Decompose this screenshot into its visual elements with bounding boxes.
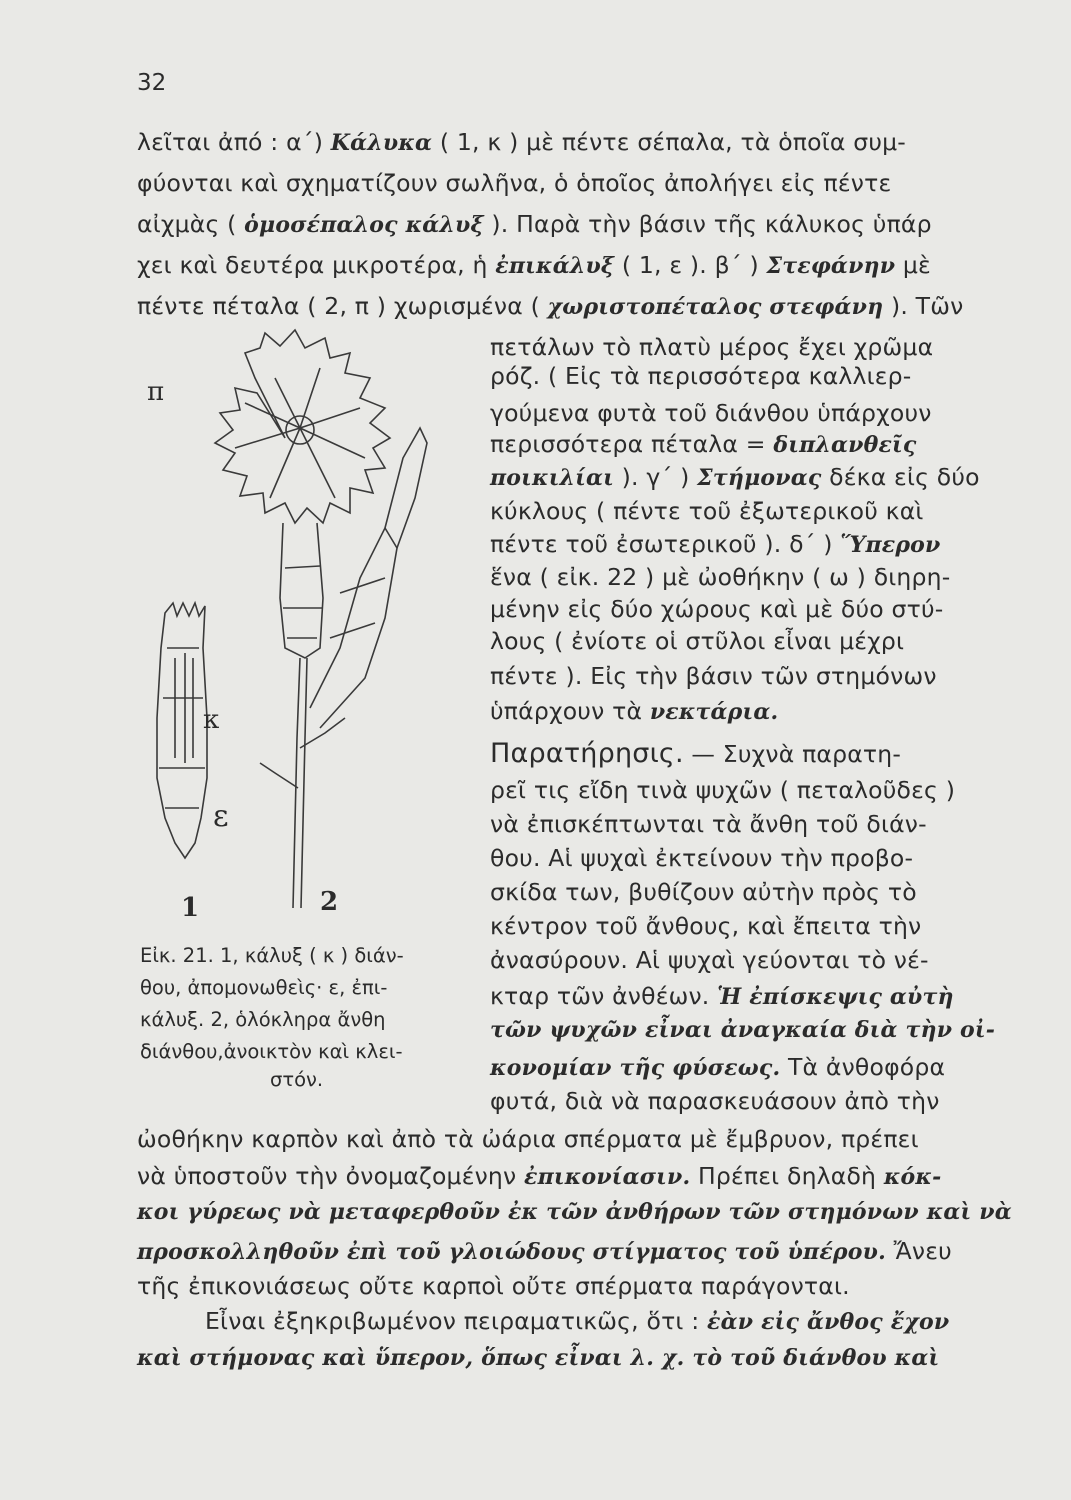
text-segment: φύονται καὶ σχηματίζουν σωλῆνα, ὁ ὁποῖος ἀπολήγει εἰς πέντε [137,169,892,197]
text-line [137,169,892,197]
caption-line: κάλυξ. 2, ὁλόκληρα ἄνθη [140,1008,386,1031]
text-line [490,1053,946,1081]
emphasized-term: ἐὰν εἰς ἄνθος ἔχον [707,1309,950,1335]
text-line [490,595,944,623]
text-segment: λεῖται ἀπό : α΄) [137,128,331,156]
emphasized-term: κόκ- [883,1164,942,1190]
text-segment: σκίδα των, βυθίζουν αὐτὴν πρὸς τὸ [490,878,917,906]
text-line [137,1125,919,1153]
figure-label-2: 2 [320,887,339,917]
text-segment: κταρ τῶν ἀνθέων. [490,982,718,1010]
figure-label-epsilon: ε [213,799,229,834]
section-heading: Παρατήρησις. [490,738,684,769]
emphasized-term: ἐπικονίασιν. [524,1164,691,1190]
text-segment: τῆς ἐπικονιάσεως οὔτε καρποὶ οὔτε σπέρματα παράγονται. [137,1272,850,1300]
text-line [137,1162,942,1190]
text-line [490,740,901,767]
caption-line: στόν. [270,1068,324,1091]
text-line [490,912,922,940]
text-segment: πέντε ). Εἰς τὴν βάσιν τῶν στημόνων [490,662,937,690]
emphasized-term: προσκολληθοῦν ἐπὶ τοῦ γλοιώδους στίγματος τοῦ ὑπέρου. [137,1239,886,1265]
text-segment: — Συχνὰ παρατη- [683,740,902,768]
emphasized-term: καὶ στήμονας καὶ ὕπερον, ὅπως εἶναι λ. χ. τὸ τοῦ διάνθου καὶ [137,1345,940,1371]
text-line [137,1237,952,1265]
emphasized-term: Ἡ ἐπίσκεψις αὐτὴ [717,984,954,1010]
text-line [490,362,912,390]
text-segment: γούμενα φυτὰ τοῦ διάνθου ὑπάρχουν [490,399,932,427]
text-line [490,530,941,558]
emphasized-term: κοι γύρεως νὰ μεταφερθοῦν ἐκ τῶν ἀνθήρων τῶν στημόνων καὶ νὰ [137,1199,1012,1225]
text-segment: ). Παρὰ τὴν βάσιν τῆς κάλυκος ὑπάρ [483,210,932,238]
text-segment: ρόζ. ( Εἰς τὰ περισσότερα καλλιερ- [490,362,912,390]
text-segment: ). Τῶν [883,292,964,320]
text-line [137,128,906,156]
text-line [490,844,914,872]
text-segment: πέντε πέταλα ( 2, π ) χωρισμένα ( [137,292,548,320]
text-segment: πέντε τοῦ ἐσωτερικοῦ ). δ΄ ) [490,530,841,558]
text-line [137,1346,939,1370]
text-line [490,946,929,974]
text-segment: λους ( ἐνίοτε οἱ στῦλοι εἶναι μέχρι [490,627,905,655]
emphasized-term: ὁμοσέπαλος κάλυξ [244,212,484,238]
text-segment: Τὰ ἀνθοφόρα [780,1053,946,1081]
text-segment: κέντρον τοῦ ἄνθους, καὶ ἔπειτα τὴν [490,912,922,940]
text-segment: πετάλων τὸ πλατὺ μέρος ἔχει χρῶμα [490,333,934,361]
text-segment: δέκα εἰς δύο [821,463,980,491]
figure-label-1: 1 [181,893,200,923]
emphasized-term: Στεφάνην [766,253,896,279]
text-line [490,463,980,491]
text-segment: μένην εἰς δύο χώρους καὶ μὲ δύο στύ- [490,595,944,623]
text-line [490,497,924,525]
text-segment: μὲ [895,251,931,279]
text-segment: ). γ΄ ) [614,463,698,491]
carnation-illustration-icon [135,318,475,923]
text-line [490,627,905,655]
text-line [137,210,932,238]
text-line [490,1087,940,1115]
text-segment: ἀνασύρουν. Αἱ ψυχαὶ γεύονται τὸ νέ- [490,946,929,974]
caption-line: θου, ἀπομονωθεὶς· ε, ἐπι- [140,976,388,999]
text-segment: χει καὶ δευτέρα μικροτέρα, ἡ [137,251,496,279]
emphasized-term: Στήμονας [697,465,822,491]
text-segment: περισσότερα πέταλα = [490,430,774,458]
emphasized-term: ποικιλίαι [490,465,615,491]
text-segment: ὑπάρχουν τὰ [490,697,650,725]
text-line [205,1307,950,1335]
emphasized-term: νεκτάρια. [649,699,779,725]
text-line [490,810,927,838]
text-segment: Πρέπει δηλαδὴ [690,1162,884,1190]
text-segment: ὠοθήκην καρπὸν καὶ ἀπὸ τὰ ὠάρια σπέρματα μὲ ἔμβρυον, πρέπει [137,1125,919,1153]
text-line [137,1272,850,1300]
text-line [137,292,964,320]
emphasized-term: χωριστοπέταλος στεφάνη [547,294,884,320]
text-segment: κύκλους ( πέντε τοῦ ἐξωτερικοῦ καὶ [490,497,924,525]
text-segment: ( 1, κ ) μὲ πέντε σέπαλα, τὰ ὁποῖα συμ- [432,128,906,156]
text-line [137,1200,1012,1224]
text-segment: ( 1, ε ). β΄ ) [614,251,767,279]
text-segment: αἰχμὰς ( [137,210,245,238]
emphasized-term: ἐπικάλυξ [495,253,615,279]
carnation-figure [135,318,475,923]
text-segment: Ἄνευ [885,1237,952,1265]
page-number: 32 [137,70,167,96]
emphasized-term: διπλανθεῖς [773,432,917,458]
emphasized-term: κονομίαν τῆς φύσεως. [490,1055,781,1081]
text-line [490,563,951,591]
caption-line: Εἰκ. 21. 1, κάλυξ ( κ ) διάν- [140,944,404,967]
text-line [490,982,954,1010]
figure-label-pi: π [147,377,165,407]
text-line [490,430,917,458]
text-line [490,333,934,361]
text-line [137,251,931,279]
emphasized-term: Ὕπερον [840,532,941,558]
text-segment: θου. Αἱ ψυχαὶ ἐκτείνουν τὴν προβο- [490,844,914,872]
text-line [490,878,917,906]
text-segment: νὰ ὑποστοῦν τὴν ὀνομαζομένην [137,1162,525,1190]
text-segment: ρεῖ τις εἴδη τινὰ ψυχῶν ( πεταλοῦδες ) [490,776,956,804]
caption-line: διάνθου,ἀνοικτὸν καὶ κλει- [140,1040,403,1063]
text-line [490,776,956,804]
text-line [490,1018,995,1042]
text-segment: νὰ ἐπισκέπτωνται τὰ ἄνθη τοῦ διάν- [490,810,927,838]
emphasized-term: τῶν ψυχῶν εἶναι ἀναγκαία διὰ τὴν οἰ- [490,1017,996,1043]
text-segment: φυτά, διὰ νὰ παρασκευάσουν ἀπὸ τὴν [490,1087,940,1115]
text-line [490,399,932,427]
text-line [490,697,779,725]
figure-label-kappa: κ [203,705,220,735]
text-segment: Εἶναι ἐξηκριβωμένον πειραματικῶς, ὅτι : [205,1307,708,1335]
text-segment: ἕνα ( εἰκ. 22 ) μὲ ὠοθήκην ( ω ) διηρη- [490,563,951,591]
text-line [490,662,937,690]
emphasized-term: Κάλυκα [330,130,433,156]
